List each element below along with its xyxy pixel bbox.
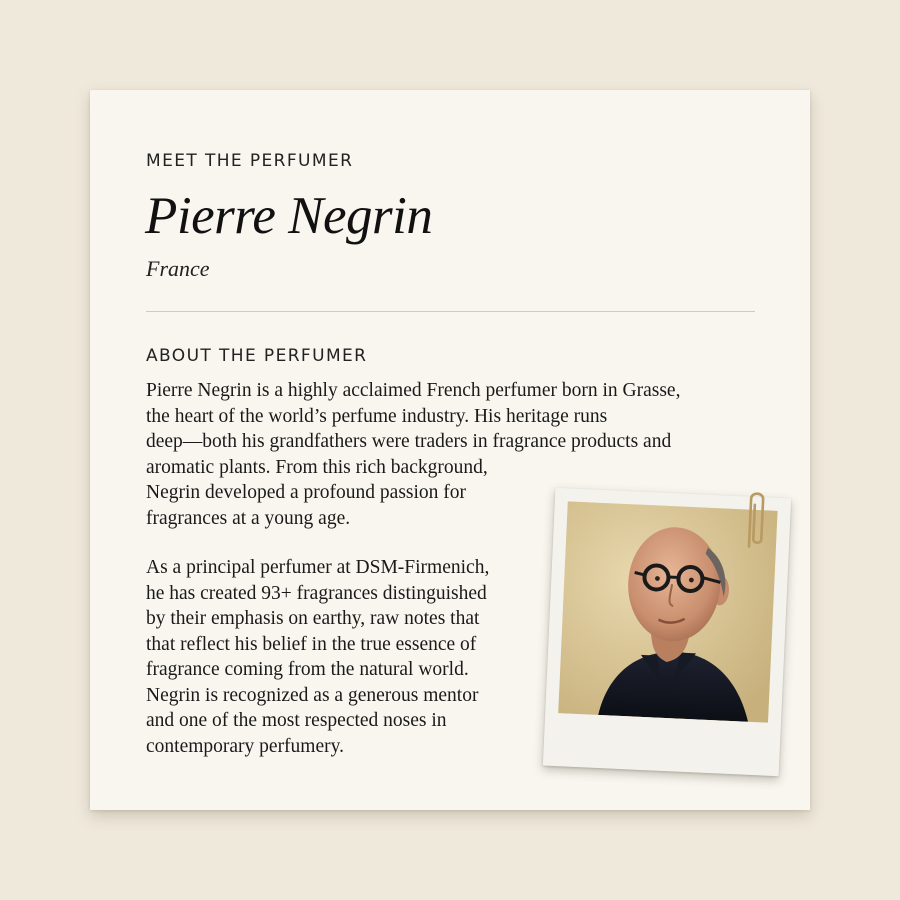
text-line: by their emphasis on earthy, raw notes that bbox=[146, 608, 480, 629]
polaroid-photo bbox=[543, 488, 791, 776]
section-eyebrow: MEET THE PERFUMER bbox=[146, 151, 354, 171]
text-line: fragrances at a young age. bbox=[146, 507, 351, 529]
about-paragraph-2 bbox=[146, 555, 546, 759]
text-line: Negrin developed a profound passion for bbox=[146, 482, 467, 503]
text-line: the heart of the world’s perfume industry. His heritage runs bbox=[146, 405, 608, 427]
text-line: and one of the most respected noses in bbox=[146, 710, 447, 731]
text-line: contemporary perfumery. bbox=[146, 735, 344, 757]
text-line: Pierre Negrin is a highly acclaimed French perfumer born in Grasse, bbox=[146, 380, 681, 401]
text-line: fragrance coming from the natural world. bbox=[146, 659, 469, 680]
text-line: Negrin is recognized as a generous mentor bbox=[146, 684, 479, 706]
about-heading: ABOUT THE PERFUMER bbox=[146, 346, 368, 366]
perfumer-country: France bbox=[146, 256, 210, 281]
text-line: aromatic plants. From this rich background, bbox=[146, 456, 488, 478]
text-line: deep—both his grandfathers were traders in fragrance products and bbox=[146, 431, 672, 452]
text-line: that reflect his belief in the true essence of bbox=[146, 633, 477, 655]
text-line: he has created 93+ fragrances distinguished bbox=[146, 582, 487, 604]
text-line: As a principal perfumer at DSM-Firmenich, bbox=[146, 557, 490, 578]
divider bbox=[146, 311, 755, 312]
paperclip-icon bbox=[743, 486, 770, 553]
perfumer-name: Pierre Negrin bbox=[145, 187, 433, 245]
